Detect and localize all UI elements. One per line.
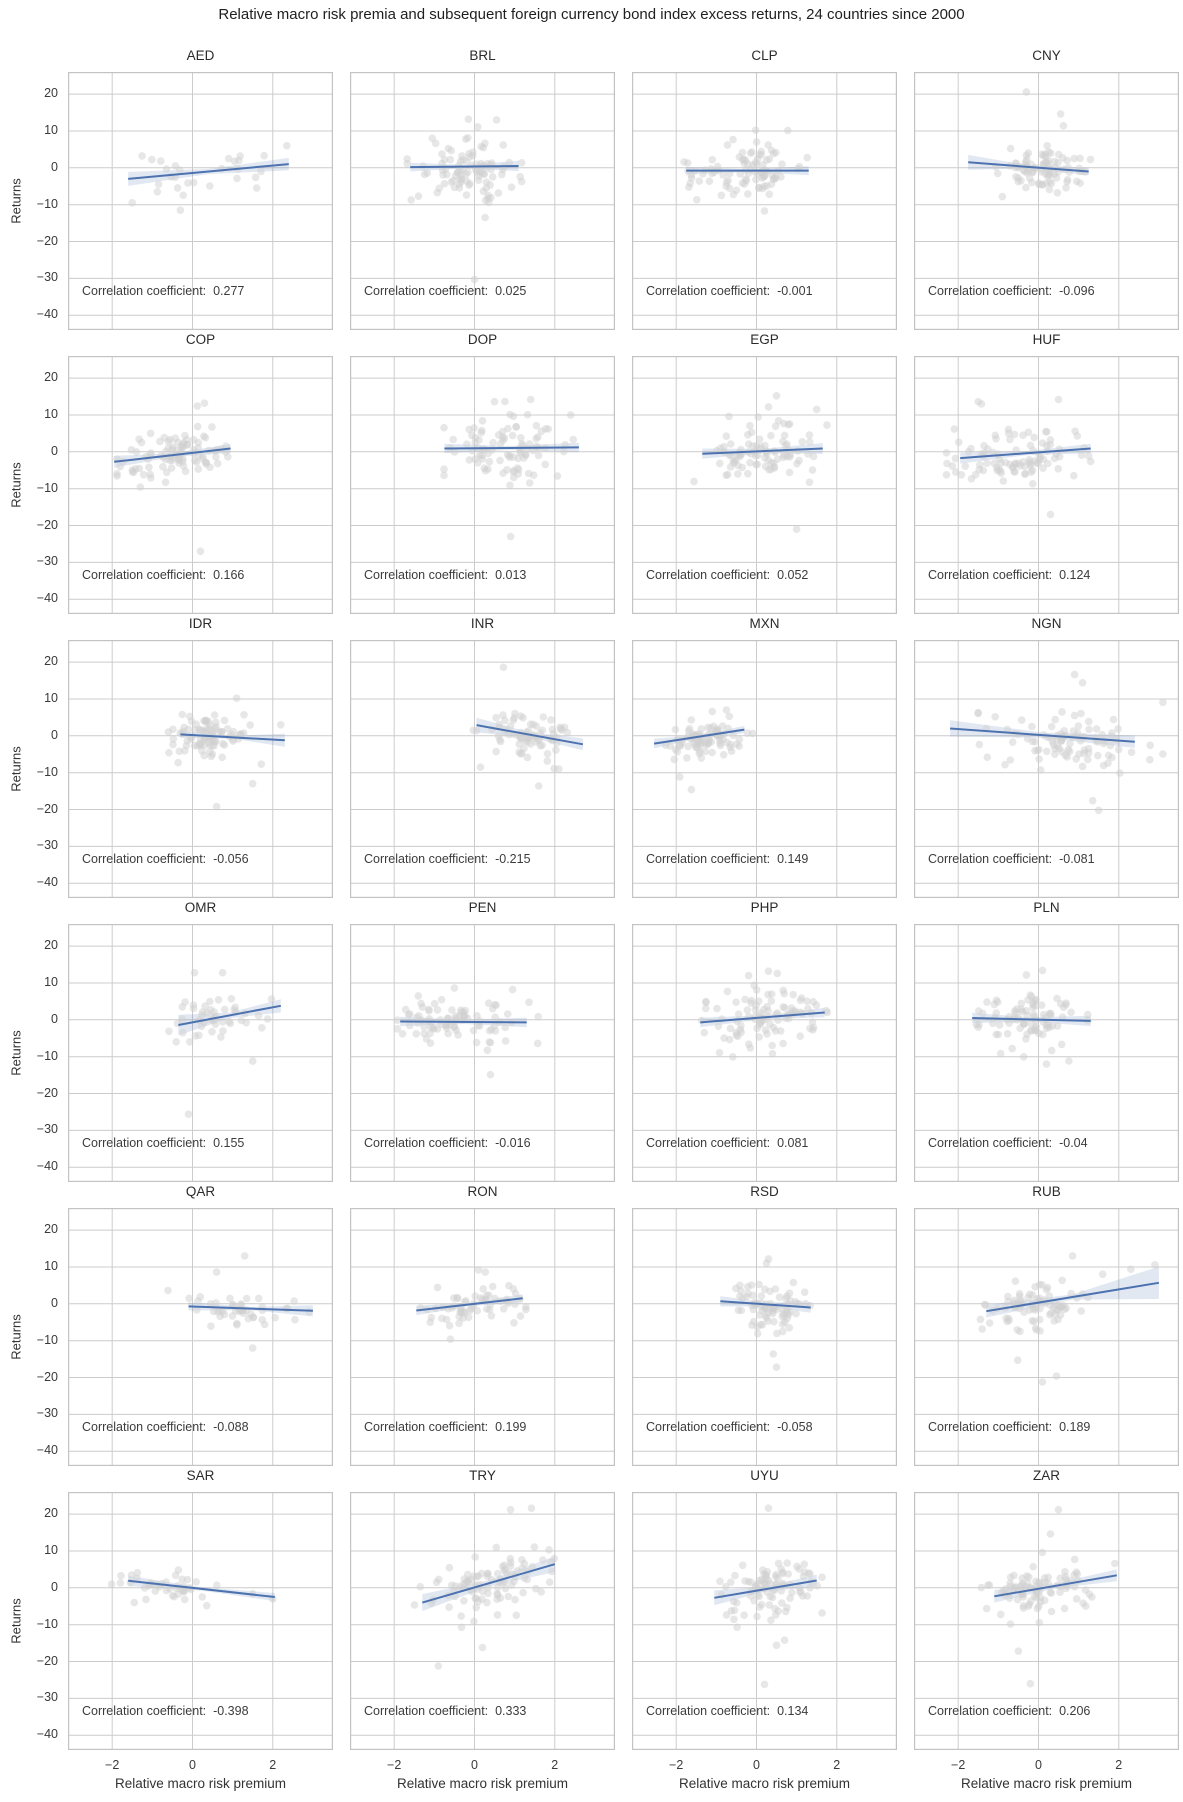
figure-title: Relative macro risk premia and subsequent foreign currency bond index excess returns, 24 countries since 2000 xyxy=(218,6,965,23)
panel-title: CNY xyxy=(1032,48,1061,63)
y-tick-label: −40 xyxy=(36,1443,58,1458)
subplot-sar xyxy=(68,1468,333,1750)
subplot-aed xyxy=(68,48,333,330)
x-axis-label: Relative macro risk premium xyxy=(114,1776,287,1791)
x-tick-label: −2 xyxy=(387,1758,402,1772)
y-tick-label: −30 xyxy=(36,1122,58,1137)
subplot-php xyxy=(632,900,897,1182)
x-tick-label: 2 xyxy=(551,1758,559,1772)
y-axis-label: Returns xyxy=(8,462,24,508)
subplot-pen xyxy=(350,900,615,1182)
subplot-try xyxy=(350,1468,615,1750)
scatter-points xyxy=(411,1504,558,1669)
y-tick-label: 20 xyxy=(44,938,58,953)
x-axis-label: Relative macro risk premium xyxy=(960,1776,1133,1791)
plot-area xyxy=(968,88,1094,200)
panel-title: OMR xyxy=(184,900,217,915)
panel-title: PHP xyxy=(750,900,779,915)
panel-title: DOP xyxy=(467,332,498,347)
correlation-label: Correlation coefficient: 0.013 xyxy=(364,568,527,582)
scatter-points xyxy=(403,115,525,283)
scatter-points xyxy=(974,671,1166,814)
plot-area xyxy=(128,142,290,214)
y-tick-label: 10 xyxy=(44,122,58,137)
y-tick-label: −10 xyxy=(36,1048,58,1063)
subplot-egp xyxy=(632,332,897,614)
y-tick-label: −30 xyxy=(36,270,58,285)
y-tick-label: 10 xyxy=(44,406,58,421)
panel-title: PLN xyxy=(1033,900,1060,915)
correlation-label: Correlation coefficient: 0.189 xyxy=(928,1420,1091,1434)
y-axis-label: Returns xyxy=(8,1030,24,1076)
correlation-label: Correlation coefficient: -0.058 xyxy=(646,1420,813,1434)
trend-line xyxy=(410,166,518,167)
scatter-points xyxy=(113,399,231,555)
correlation-label: Correlation coefficient: 0.081 xyxy=(646,1136,809,1150)
y-tick-label: −30 xyxy=(36,1690,58,1705)
panel-title: AED xyxy=(186,48,215,63)
y-tick-label: 20 xyxy=(44,370,58,385)
y-tick-label: −30 xyxy=(36,1406,58,1421)
trend-line xyxy=(444,447,579,448)
plot-area xyxy=(943,396,1095,519)
correlation-label: Correlation coefficient: -0.215 xyxy=(364,852,531,866)
subplot-ron xyxy=(350,1184,615,1466)
plot-area xyxy=(654,706,756,793)
y-tick-label: 20 xyxy=(44,1506,58,1521)
correlation-label: Correlation coefficient: 0.025 xyxy=(364,284,527,298)
subplot-dop xyxy=(350,332,615,614)
scatter-points xyxy=(165,969,275,1118)
correlation-label: Correlation coefficient: -0.088 xyxy=(82,1420,249,1434)
scatter-points xyxy=(732,1255,814,1371)
correlation-label: Correlation coefficient: 0.206 xyxy=(928,1704,1091,1718)
panel-title: NGN xyxy=(1031,616,1062,631)
subplot-ngn xyxy=(914,616,1179,898)
y-tick-label: −20 xyxy=(36,233,58,248)
subplot-uyu xyxy=(632,1468,897,1750)
correlation-label: Correlation coefficient: -0.001 xyxy=(646,284,813,298)
panel-title: COP xyxy=(185,332,216,347)
correlation-label: Correlation coefficient: 0.166 xyxy=(82,568,245,582)
correlation-label: Correlation coefficient: -0.04 xyxy=(928,1136,1088,1150)
scatter-points xyxy=(440,396,577,541)
correlation-label: Correlation coefficient: 0.277 xyxy=(82,284,245,298)
y-axis-label: Returns xyxy=(8,746,24,792)
y-tick-label: −30 xyxy=(36,838,58,853)
y-tick-label: 0 xyxy=(51,1579,58,1594)
plot-area xyxy=(165,969,281,1118)
correlation-label: Correlation coefficient: 0.052 xyxy=(646,568,809,582)
subplot-mxn xyxy=(632,616,897,898)
subplot-clp xyxy=(632,48,897,330)
y-tick-label: 20 xyxy=(44,1222,58,1237)
y-axis-label: Returns xyxy=(8,1598,24,1644)
y-tick-label: 20 xyxy=(44,86,58,101)
y-tick-label: −20 xyxy=(36,801,58,816)
panel-title: RON xyxy=(467,1184,498,1199)
correlation-label: Correlation coefficient: 0.124 xyxy=(928,568,1091,582)
y-tick-label: 20 xyxy=(44,654,58,669)
subplot-cny xyxy=(914,48,1179,330)
scatter-points xyxy=(690,392,831,533)
panel-title: ZAR xyxy=(1033,1468,1060,1483)
subplot-inr xyxy=(350,616,615,898)
x-axis-label: Relative macro risk premium xyxy=(396,1776,569,1791)
correlation-label: Correlation coefficient: 0.333 xyxy=(364,1704,527,1718)
y-tick-label: −20 xyxy=(36,517,58,532)
plot-area xyxy=(698,967,831,1060)
panel-title: BRL xyxy=(469,48,496,63)
plot-area xyxy=(972,967,1091,1068)
subplot-pln xyxy=(914,900,1179,1182)
plot-area xyxy=(720,1255,814,1371)
plot-area xyxy=(394,984,543,1078)
y-tick-label: −20 xyxy=(36,1085,58,1100)
y-tick-label: −40 xyxy=(36,591,58,606)
y-axis-label: Returns xyxy=(8,178,24,224)
x-tick-label: 2 xyxy=(833,1758,841,1772)
y-tick-label: −40 xyxy=(36,307,58,322)
y-tick-label: 0 xyxy=(51,1011,58,1026)
panel-title: TRY xyxy=(469,1468,496,1483)
y-tick-label: −10 xyxy=(36,1332,58,1347)
subplot-qar xyxy=(68,1184,333,1466)
correlation-label: Correlation coefficient: -0.398 xyxy=(82,1704,249,1718)
plot-area xyxy=(403,115,525,283)
plot-area xyxy=(165,694,285,810)
y-axis-label: Returns xyxy=(8,1314,24,1360)
correlation-label: Correlation coefficient: -0.016 xyxy=(364,1136,531,1150)
correlation-label: Correlation coefficient: 0.199 xyxy=(364,1420,527,1434)
y-tick-label: 0 xyxy=(51,1295,58,1310)
subplot-huf xyxy=(914,332,1179,614)
scatter-points xyxy=(977,1252,1159,1386)
panel-title: SAR xyxy=(186,1468,215,1483)
y-tick-label: −30 xyxy=(36,554,58,569)
subplot-rsd xyxy=(632,1184,897,1466)
panel-title: HUF xyxy=(1032,332,1061,347)
correlation-label: Correlation coefficient: 0.149 xyxy=(646,852,809,866)
panel-title: CLP xyxy=(751,48,778,63)
correlation-label: Correlation coefficient: 0.155 xyxy=(82,1136,245,1150)
y-tick-label: −20 xyxy=(36,1369,58,1384)
x-tick-label: 0 xyxy=(188,1758,196,1772)
panel-title: MXN xyxy=(749,616,780,631)
panel-title: UYU xyxy=(750,1468,779,1483)
y-tick-label: −10 xyxy=(36,1616,58,1631)
panel-title: IDR xyxy=(188,616,213,631)
y-tick-label: 10 xyxy=(44,1542,58,1557)
panel-title: EGP xyxy=(750,332,779,347)
x-axis-label: Relative macro risk premium xyxy=(678,1776,851,1791)
subplot-rub xyxy=(914,1184,1179,1466)
plot-area xyxy=(977,1252,1159,1386)
plot-area xyxy=(416,1266,529,1343)
x-tick-label: 2 xyxy=(1115,1758,1123,1772)
trend-line xyxy=(400,1022,527,1023)
y-tick-label: 0 xyxy=(51,159,58,174)
plot-area xyxy=(440,396,579,541)
x-tick-label: 0 xyxy=(752,1758,760,1772)
x-tick-label: 0 xyxy=(1034,1758,1042,1772)
plot-area xyxy=(411,1504,558,1669)
y-tick-label: −20 xyxy=(36,1653,58,1668)
y-tick-label: −40 xyxy=(36,1159,58,1174)
y-tick-label: −40 xyxy=(36,1727,58,1742)
plot-area xyxy=(113,399,231,555)
x-tick-label: 2 xyxy=(269,1758,277,1772)
scatter-points xyxy=(394,984,543,1078)
subplot-cop xyxy=(68,332,333,614)
scatter-points xyxy=(165,694,285,810)
correlation-label: Correlation coefficient: -0.096 xyxy=(928,284,1095,298)
y-tick-label: −10 xyxy=(36,764,58,779)
x-tick-label: −2 xyxy=(951,1758,966,1772)
y-tick-label: 0 xyxy=(51,443,58,458)
correlation-label: Correlation coefficient: -0.056 xyxy=(82,852,249,866)
y-tick-label: 10 xyxy=(44,690,58,705)
subplot-zar xyxy=(914,1468,1179,1750)
subplot-brl xyxy=(350,48,615,330)
x-tick-label: −2 xyxy=(669,1758,684,1772)
panel-title: QAR xyxy=(185,1184,216,1199)
y-tick-label: −10 xyxy=(36,196,58,211)
y-tick-label: 10 xyxy=(44,1258,58,1273)
y-tick-label: 10 xyxy=(44,974,58,989)
scatter-points xyxy=(992,88,1094,200)
x-tick-label: −2 xyxy=(105,1758,120,1772)
correlation-label: Correlation coefficient: 0.134 xyxy=(646,1704,809,1718)
y-tick-label: 0 xyxy=(51,727,58,742)
subplot-omr xyxy=(68,900,333,1182)
panel-title: RUB xyxy=(1032,1184,1061,1199)
panel-title: PEN xyxy=(468,900,497,915)
plot-area xyxy=(470,664,583,790)
plot-area xyxy=(950,671,1167,814)
y-tick-label: −40 xyxy=(36,875,58,890)
y-tick-label: −10 xyxy=(36,480,58,495)
correlation-label: Correlation coefficient: -0.081 xyxy=(928,852,1095,866)
x-tick-label: 0 xyxy=(470,1758,478,1772)
panel-title: RSD xyxy=(750,1184,779,1199)
plot-area xyxy=(680,126,811,214)
plot-area xyxy=(714,1504,826,1688)
panel-title: INR xyxy=(470,616,495,631)
plot-area xyxy=(978,1506,1119,1688)
subplot-idr xyxy=(68,616,333,898)
plot-area xyxy=(690,392,831,533)
